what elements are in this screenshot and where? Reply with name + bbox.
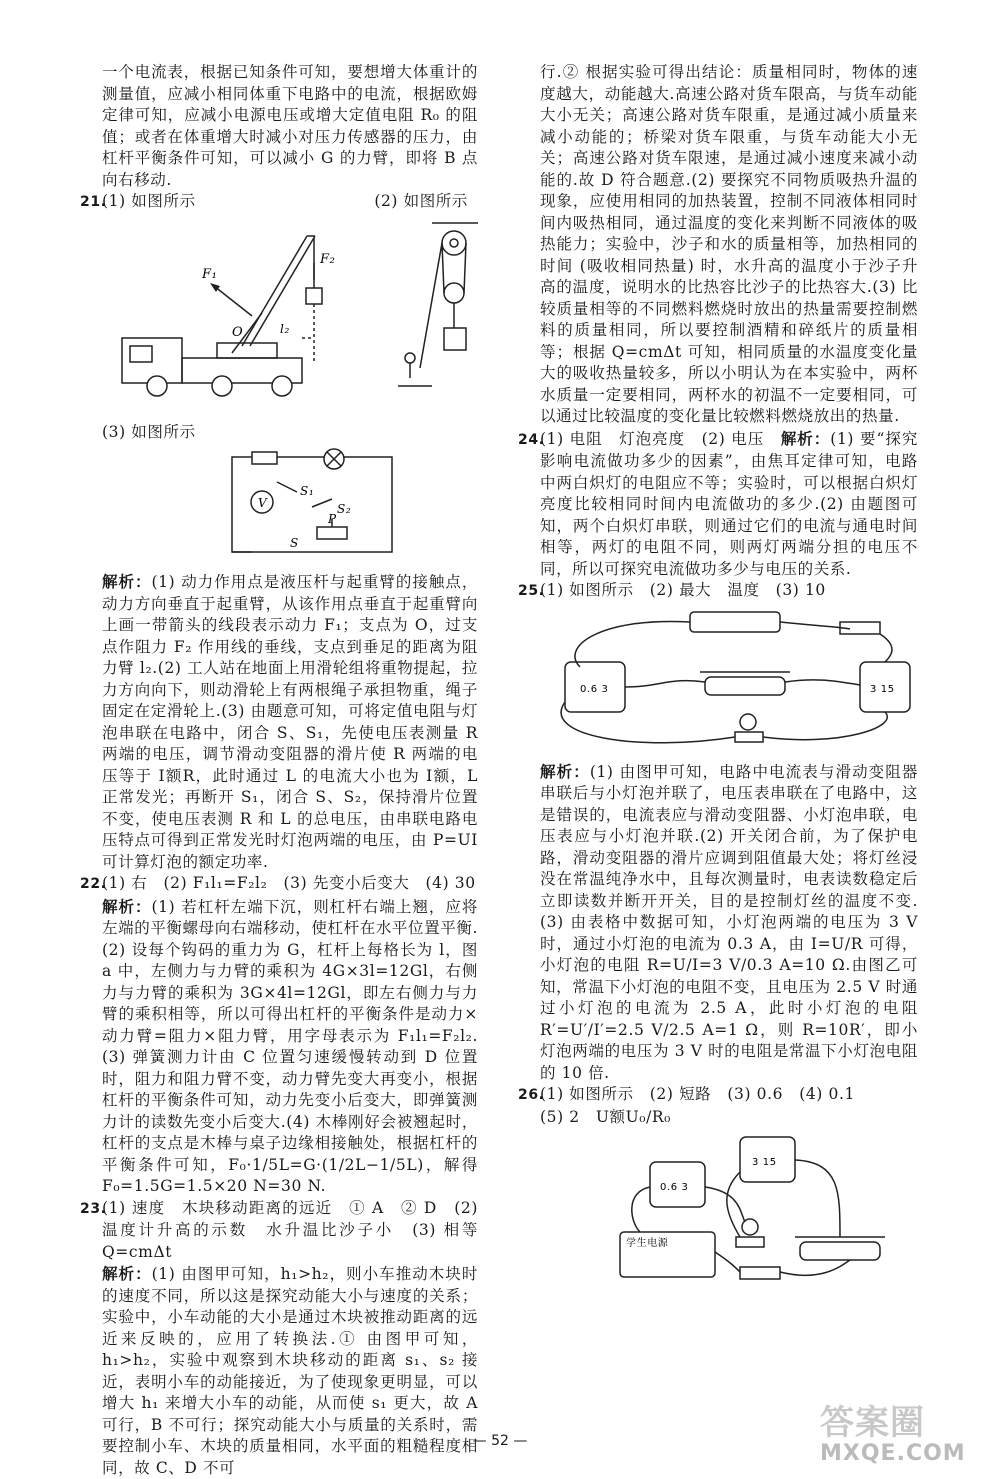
voltmeter-scale-label: 3 15	[752, 1157, 777, 1168]
circuit-figure-26	[540, 1132, 918, 1292]
q23-analysis: 解析：(1) 由图甲可知，h₁>h₂，则小车推动木块时的速度不同，所以这是探究动能大小与速度的关系；实验中，小车动能的大小是通过木块被推动距离的远近来反映的，应用了转换法.① 由图甲可知，h₁>h₂，实验中观察到木块移动的距离 s₁、s₂ 接近，表明小车的动能接近，为了使现象更明显，可以增大 h₁ 来增大小车的动能，从而使 s₁ 更大，故 A 可行，B 不可行；探究动能大小与质量的关系时，需要控制小车、木块的质量相同，水平面的粗糙程度相同，故 C、D 不可	[102, 1263, 478, 1479]
label-f2: F₂	[319, 252, 335, 267]
question-number: 26.	[518, 1085, 540, 1107]
q21-answer-1: (1) 如图所示	[102, 192, 196, 210]
q21-answer-3: (3) 如图所示	[102, 422, 478, 444]
question-26	[540, 1084, 918, 1292]
q26-answer: (1) 如图所示 (2) 短路 (3) 0.6 (4) 0.1	[540, 1085, 855, 1103]
question-22	[102, 873, 478, 1198]
label-p: P	[327, 512, 337, 526]
q23-answer: (1) 速度 木块移动距离的远近 ① A ② D (2) 温度计升高的示数 水升温比沙子小 (3) 相等 Q=cmΔt	[102, 1199, 494, 1261]
page-number: — 52 —	[0, 1433, 1000, 1449]
intro-paragraph: 一个电流表，根据已知条件可知，要想增大体重计的测量值，应减小相同体重下电路中的电流，根据欧姆定律可知，应减小电源电压或增大定值电阻 R₀ 的阻值；或者在体重增大时减小对压力传感器的压力，由杠杆平衡条件可知，可以减小 G 的力臂，即将 B 点向右移动.	[102, 62, 478, 191]
ammeter-scale-label: 0.6 3	[660, 1182, 688, 1193]
crane-pulley-figure	[102, 218, 478, 418]
question-number: 21.	[80, 192, 102, 214]
label-s1: S₁	[300, 484, 314, 498]
q25-analysis: 解析：(1) 由图甲可知，电路中电流表与滑动变阻器串联后与小灯泡并联了，电压表串联在了电路中，这是错误的，电流表应与滑动变阻器、小灯泡串联，电压表应与小灯泡并联.(2) 开关闭合前，为了保护电路，滑动变阻器的滑片应调到阻值最大处；将灯丝浸没在常温纯净水中，且每次测量时，电表读数稳定后立即读数并断开开关，目的是控制灯丝的温度不变.(3) 由表格中数据可知，小灯泡两端的电压为 3 V 时，通过小灯泡的电流为 0.3 A，由 I=U/R 可得，小灯泡的电阻 R=U/I=3 V/0.3 A=10 Ω.由图乙可知，常温下小灯泡的电阻不变，且电压为 2.5 V 时通过小灯泡的电流为 2.5 A，此时小灯泡的电阻 R′=U′/I′=2.5 V/2.5 A=1 Ω，则 R=10R′，即小灯泡两端的电压为 3 V 时的电阻是常温下小灯泡电阻的 10 倍.	[540, 761, 918, 1085]
watermark	[820, 1405, 966, 1466]
voltmeter-scale-label: 3 15	[870, 684, 895, 695]
ammeter-scale-label: 0.6 3	[580, 684, 608, 695]
question-number: 22.	[80, 874, 102, 896]
label-l2: l₂	[280, 322, 290, 336]
q25-answer: (1) 如图所示 (2) 最大 温度 (3) 10	[540, 581, 826, 599]
question-number: 25.	[518, 581, 540, 603]
circuit-figure-21	[102, 447, 478, 567]
q23-continuation: 行.② 根据实验可得出结论：质量相同时，物体的速度越大，动能越大.高速公路对货车限高，与货车动能大小无关；高速公路对货车限重，是通过减小质量来减小动能的；桥梁对货车限重，与货车动能大小无关；高速公路对货车限速，是通过减小速度来减小动能的.故 D 符合题意.(2) 要探究不同物质吸热升温的现象，应使用相同的加热装置，控制不同液体相同时间内吸热相同，通过温度的变化来判断不同液体的吸热能力；实验中，沙子和水的质量相等，加热相同的时间 (吸收相同热量) 时，水升高的温度小于沙子升高的温度，说明水的比热容比沙子的比热容大.(3) 比较质量相等的不同燃料燃烧时放出的热量需要控制燃料的质量相同，所以要控制酒精和碎纸片的质量相等；根据 Q=cmΔt 可知，相同质量的水温度变化量大的吸收热量较多，所以小明认为在本实验中，两杯水质量一定要相同，两杯水的初温不一定要相同，可以通过比较温度的变化量比较燃料燃烧放出的热量.	[540, 62, 918, 428]
question-21	[102, 191, 478, 873]
analysis-label: 解析：	[102, 897, 152, 916]
watermark-line1: 答案圈	[820, 1405, 966, 1441]
watermark-line2: MXQE.COM	[820, 1441, 966, 1466]
label-o: O	[232, 325, 243, 340]
question-number: 24.	[518, 430, 540, 452]
question-25	[540, 580, 918, 1084]
q22-analysis: 解析：(1) 若杠杆左端下沉，则杠杆右端上翘，应将左端的平衡螺母向右端移动，使杠杆在水平位置平衡.(2) 设每个钩码的重力为 G，杠杆上每格长为 l，图 a 中，左侧力与力臂的乘积为 4G×3l=12Gl，右侧力与力臂的乘积为 3G×4l=12Gl，即左右侧力与力臂的乘积相等，所以可得出杠杆的平衡条件是动力×动力臂=阻力×阻力臂，用字母表示为 F₁l₁=F₂l₂.(3) 弹簧测力计由 C 位置匀速缓慢转动到 D 位置时，阻力和阻力臂不变，动力臂先变大再变小，根据杠杆的平衡条件可知，动力先变小后变大，即弹簧测力计的读数先变小后变大.(4) 木棒刚好会被翘起时，杠杆的支点是木棒与桌子边缘相接触处，根据杠杆的平衡条件可知，F₀·1/5L=G·(1/2L−1/5L)，解得 F₀=1.5G=1.5×20 N=30 N.	[102, 896, 478, 1198]
question-number: 23.	[80, 1199, 102, 1221]
label-s2: S₂	[337, 502, 351, 516]
q24-answer: (1) 电阻 灯泡亮度 (2) 电压	[540, 430, 764, 448]
label-s: S	[290, 536, 299, 550]
q26-answer-5: (5) 2 U额U₀/R₀	[540, 1107, 918, 1129]
analysis-label: 解析：	[102, 1264, 152, 1283]
analysis-label: 解析：	[102, 572, 152, 591]
left-column	[102, 62, 478, 1479]
q24-analysis: (1) 要“探究影响电流做功多少的因素”，由焦耳定律可知，电路中两白炽灯的电阻应不等；实验时，可以根据白炽灯亮度比较相同时间内电流做功的多少.(2) 由题图可知，两个白炽灯串联，则通过它们的电流与通电时间相等，两灯的电阻不同，则两灯两端分担的电压不同，所以可探究电流做功多少与电压的关系.	[540, 430, 918, 578]
q21-analysis: 解析：(1) 动力作用点是液压杆与起重臂的接触点，动力方向垂直于起重臂，从该作用点垂直于起重臂向上画一带箭头的线段表示动力 F₁；支点为 O，过支点作阻力 F₂ 作用线的垂线，支点到垂足的距离为阻力臂 l₂.(2) 工人站在地面上用滑轮组将重物提起，拉力方向向下，则动滑轮上有两根绳子承担物重，绳子固定在定滑轮上.(3) 由题意可知，可将定值电阻与灯泡串联在电路中，闭合 S、S₁，先使电压表测量 R 两端的电压，调节滑动变阻器的滑片使 R 两端的电压等于 I额R，此时通过 L 的电流大小也为 I额，L 正常发光；再断开 S₁，闭合 S、S₂，保持滑片位置不变，使电压表测 R 和 L 的总电压，由串联电路电压特点可得到正常发光时灯泡两端的电压，由 P=UI 可计算灯泡的额定功率.	[102, 571, 478, 873]
q22-answer: (1) 右 (2) F₁l₁=F₂l₂ (3) 先变小后变大 (4) 30	[102, 874, 476, 892]
label-f1: F₁	[201, 267, 217, 282]
analysis-label: 解析：	[540, 762, 590, 781]
right-column	[540, 62, 918, 1296]
label-v: V	[258, 496, 268, 510]
q21-answer-2: (2) 如图所示	[374, 191, 468, 214]
question-24	[540, 428, 918, 581]
power-supply-label: 学生电源	[626, 1236, 669, 1249]
analysis-label: 解析：	[781, 429, 830, 448]
circuit-figure-25	[540, 607, 918, 757]
